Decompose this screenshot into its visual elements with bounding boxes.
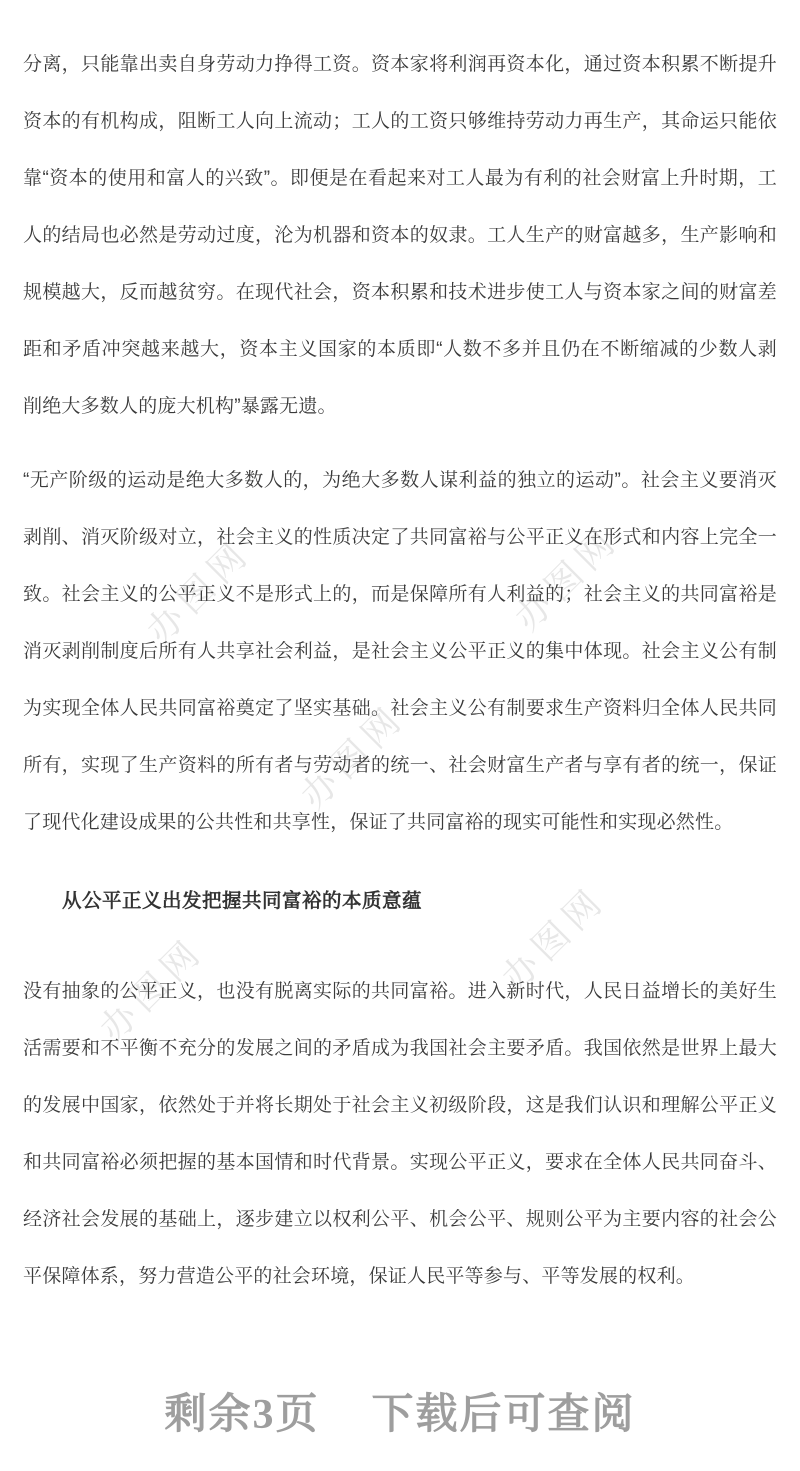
section-heading: 从公平正义出发把握共同富裕的本质意蕴 [62,890,423,912]
watermark-text: 办图网 [292,696,413,817]
remaining-pages-label: 剩余3页 [164,1392,320,1438]
download-hint-label: 下载后可查阅 [371,1392,636,1438]
watermark-text: 办图网 [493,878,614,999]
paragraph-fairness-justice: 没有抽象的公平正义，也没有脱离实际的共同富裕。进入新时代，人民日益增长的美好生活需要和不平衡不充分的发展之间的矛盾成为我国社会主要矛盾。我国依然是世界上最大的发展中国家，依然处于并将长期处于社会主义初级阶段，这是我们认识和理解公平正义和共同富裕必须把握的基本国情和时代背景。实现公平正义，要求在全体人民共同奋斗、经济社会发展的基础上，逐步建立以权利公平、机会公平、规则公平为主要内容的社会公平保障体系，努力营造公平的社会环境，保证人民平等参与、平等发展的权利。 [23,981,777,1287]
watermark-text: 办图网 [91,929,212,1050]
paragraph-proletariat-movement: “无产阶级的运动是绝大多数人的，为绝大多数人谋利益的独立的运动”。社会主义要消灭剥削、消灭阶级对立，社会主义的性质决定了共同富裕与公平正义在形式和内容上完全一致。社会主义的公平正义不是形式上的，而是保障所有人利益的；社会主义的共同富裕是消灭剥削制度后所有人共享社会利益，是社会主义公平正义的集中体现。社会主义公有制为实现全体人民共同富裕奠定了坚实基础。社会主义公有制要求生产资料归全体人民共同所有，实现了生产资料的所有者与劳动者的统一、社会财富生产者与享有者的统一，保证了现代化建设成果的公共性和共享性，保证了共同富裕的现实可能性和实现必然性。 [23,470,777,833]
preview-footer [0,1385,800,1445]
watermark-text: 办图网 [138,531,259,652]
watermark-text: 办图网 [506,518,627,639]
paragraph-continued: 分离，只能靠出卖自身劳动力挣得工资。资本家将利润再资本化，通过资本积累不断提升资本的有机构成，阻断工人向上流动；工人的工资只够维持劳动力再生产，其命运只能依靠“资本的使用和富人的兴致”。即便是在看起来对工人最为有利的社会财富上升时期，工人的结局也必然是劳动过度，沦为机器和资本的奴隶。工人生产的财富越多，生产影响和规模越大，反而越贫穷。在现代社会，资本积累和技术进步使工人与资本家之间的财富差距和矛盾冲突越来越大，资本主义国家的本质即“人数不多并且仍在不断缩减的少数人剥削绝大多数人的庞大机构”暴露无遗。 [23,54,777,417]
